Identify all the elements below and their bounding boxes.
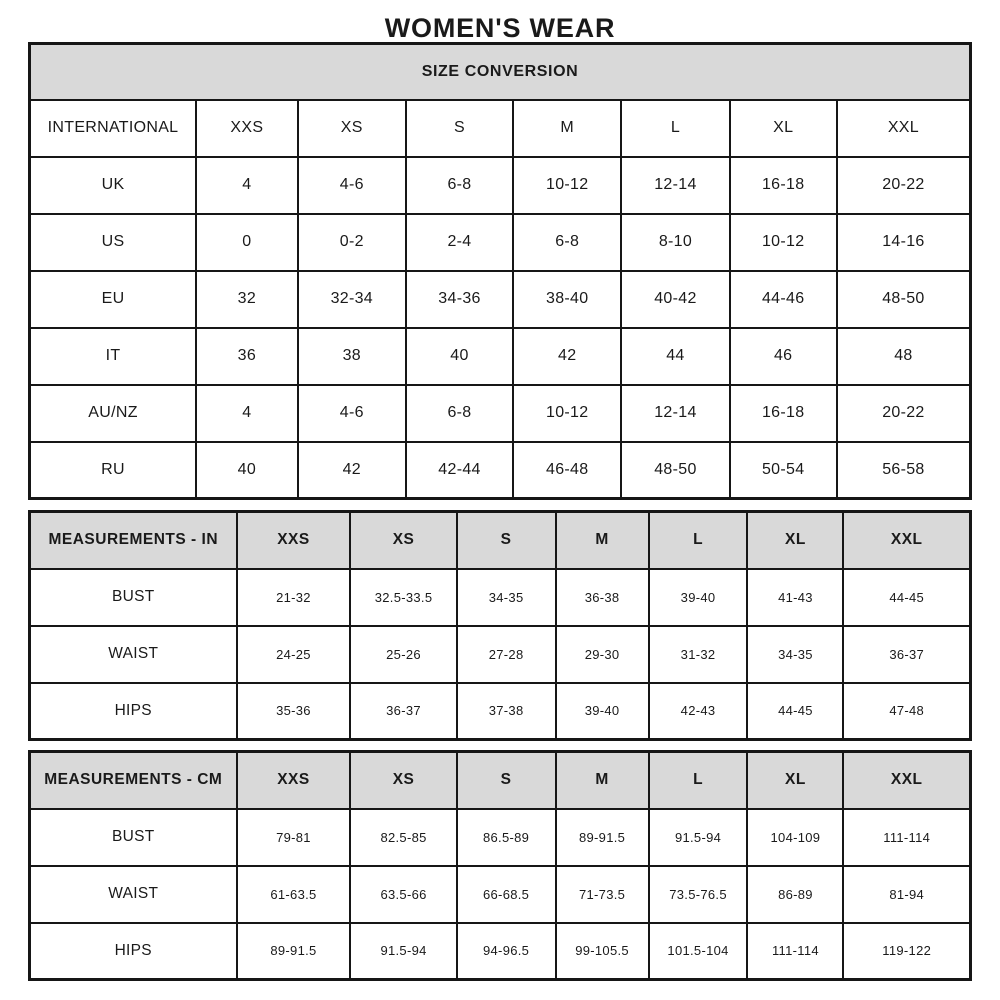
value-cell: 46 <box>730 328 837 385</box>
size-conversion-table <box>28 42 972 500</box>
value-cell: 4 <box>196 157 298 214</box>
value-cell: 36-37 <box>843 626 970 683</box>
measurements-in-table <box>28 510 972 741</box>
value-cell: 0 <box>196 214 298 271</box>
value-cell: 20-22 <box>837 157 971 214</box>
value-cell: 4-6 <box>298 385 406 442</box>
value-cell: 6-8 <box>406 385 513 442</box>
column-header: S <box>457 512 556 569</box>
value-cell: 25-26 <box>350 626 456 683</box>
column-header: S <box>457 752 556 809</box>
value-cell: 0-2 <box>298 214 406 271</box>
value-cell: 32-34 <box>298 271 406 328</box>
table-gap <box>28 741 972 750</box>
value-cell: 44-45 <box>843 569 970 626</box>
table-row <box>30 626 971 683</box>
value-cell: 119-122 <box>843 923 970 980</box>
value-cell: 44 <box>621 328 729 385</box>
column-header: M <box>513 100 621 157</box>
value-cell: 34-35 <box>457 569 556 626</box>
value-cell: 34-36 <box>406 271 513 328</box>
table-row <box>30 385 971 442</box>
value-cell: 10-12 <box>730 214 837 271</box>
column-header: XXS <box>237 512 351 569</box>
table-row <box>30 214 971 271</box>
row-label: US <box>30 214 197 271</box>
value-cell: 36-38 <box>556 569 649 626</box>
column-header: XL <box>747 512 843 569</box>
column-header: XS <box>350 512 456 569</box>
row-label: IT <box>30 328 197 385</box>
column-header: XS <box>298 100 406 157</box>
value-cell: 48-50 <box>621 442 729 499</box>
table-header-label: MEASUREMENTS - CM <box>30 752 237 809</box>
value-cell: 91.5-94 <box>649 809 748 866</box>
value-cell: 47-48 <box>843 683 970 740</box>
row-label: WAIST <box>30 626 237 683</box>
value-cell: 12-14 <box>621 157 729 214</box>
value-cell: 14-16 <box>837 214 971 271</box>
row-label: BUST <box>30 809 237 866</box>
table-row <box>30 569 971 626</box>
column-header: XXS <box>196 100 298 157</box>
table-header-label: INTERNATIONAL <box>30 100 197 157</box>
value-cell: 32 <box>196 271 298 328</box>
row-label: WAIST <box>30 866 237 923</box>
column-header: XXL <box>843 752 970 809</box>
value-cell: 42-44 <box>406 442 513 499</box>
value-cell: 71-73.5 <box>556 866 649 923</box>
value-cell: 89-91.5 <box>556 809 649 866</box>
value-cell: 44-45 <box>747 683 843 740</box>
value-cell: 82.5-85 <box>350 809 456 866</box>
value-cell: 42 <box>513 328 621 385</box>
value-cell: 21-32 <box>237 569 351 626</box>
value-cell: 37-38 <box>457 683 556 740</box>
value-cell: 10-12 <box>513 157 621 214</box>
value-cell: 38 <box>298 328 406 385</box>
value-cell: 4-6 <box>298 157 406 214</box>
column-header: XL <box>730 100 837 157</box>
column-header: XL <box>747 752 843 809</box>
value-cell: 40-42 <box>621 271 729 328</box>
value-cell: 31-32 <box>649 626 748 683</box>
value-cell: 29-30 <box>556 626 649 683</box>
value-cell: 32.5-33.5 <box>350 569 456 626</box>
value-cell: 86-89 <box>747 866 843 923</box>
value-cell: 12-14 <box>621 385 729 442</box>
value-cell: 40 <box>196 442 298 499</box>
value-cell: 8-10 <box>621 214 729 271</box>
value-cell: 39-40 <box>649 569 748 626</box>
table-row <box>30 683 971 740</box>
value-cell: 94-96.5 <box>457 923 556 980</box>
column-header: L <box>649 512 748 569</box>
column-header: XXL <box>837 100 971 157</box>
value-cell: 81-94 <box>843 866 970 923</box>
value-cell: 99-105.5 <box>556 923 649 980</box>
table-header-label: MEASUREMENTS - IN <box>30 512 237 569</box>
measurements-cm-table <box>28 750 972 981</box>
row-label: RU <box>30 442 197 499</box>
row-label: UK <box>30 157 197 214</box>
value-cell: 34-35 <box>747 626 843 683</box>
value-cell: 111-114 <box>747 923 843 980</box>
table-row <box>30 271 971 328</box>
value-cell: 6-8 <box>406 157 513 214</box>
value-cell: 20-22 <box>837 385 971 442</box>
column-header: M <box>556 752 649 809</box>
table-row <box>30 809 971 866</box>
table-gap <box>28 500 972 510</box>
table-row <box>30 923 971 980</box>
value-cell: 38-40 <box>513 271 621 328</box>
value-cell: 16-18 <box>730 385 837 442</box>
column-header: XS <box>350 752 456 809</box>
value-cell: 6-8 <box>513 214 621 271</box>
value-cell: 39-40 <box>556 683 649 740</box>
value-cell: 41-43 <box>747 569 843 626</box>
value-cell: 46-48 <box>513 442 621 499</box>
table-title: SIZE CONVERSION <box>30 44 971 100</box>
row-label: AU/NZ <box>30 385 197 442</box>
value-cell: 48 <box>837 328 971 385</box>
value-cell: 89-91.5 <box>237 923 351 980</box>
value-cell: 56-58 <box>837 442 971 499</box>
row-label: EU <box>30 271 197 328</box>
column-header: M <box>556 512 649 569</box>
value-cell: 111-114 <box>843 809 970 866</box>
value-cell: 10-12 <box>513 385 621 442</box>
value-cell: 35-36 <box>237 683 351 740</box>
value-cell: 48-50 <box>837 271 971 328</box>
column-header: XXS <box>237 752 351 809</box>
value-cell: 36-37 <box>350 683 456 740</box>
value-cell: 36 <box>196 328 298 385</box>
value-cell: 73.5-76.5 <box>649 866 748 923</box>
table-row <box>30 157 971 214</box>
value-cell: 42-43 <box>649 683 748 740</box>
value-cell: 24-25 <box>237 626 351 683</box>
value-cell: 63.5-66 <box>350 866 456 923</box>
column-header: XXL <box>843 512 970 569</box>
value-cell: 86.5-89 <box>457 809 556 866</box>
row-label: BUST <box>30 569 237 626</box>
column-header: L <box>621 100 729 157</box>
value-cell: 44-46 <box>730 271 837 328</box>
value-cell: 4 <box>196 385 298 442</box>
value-cell: 61-63.5 <box>237 866 351 923</box>
row-label: HIPS <box>30 683 237 740</box>
value-cell: 16-18 <box>730 157 837 214</box>
table-row <box>30 328 971 385</box>
table-row <box>30 866 971 923</box>
value-cell: 91.5-94 <box>350 923 456 980</box>
table-row <box>30 442 971 499</box>
value-cell: 50-54 <box>730 442 837 499</box>
page-title: WOMEN'S WEAR <box>384 13 616 43</box>
column-header: L <box>649 752 748 809</box>
column-header: S <box>406 100 513 157</box>
value-cell: 66-68.5 <box>457 866 556 923</box>
value-cell: 42 <box>298 442 406 499</box>
value-cell: 2-4 <box>406 214 513 271</box>
value-cell: 104-109 <box>747 809 843 866</box>
value-cell: 40 <box>406 328 513 385</box>
row-label: HIPS <box>30 923 237 980</box>
value-cell: 27-28 <box>457 626 556 683</box>
value-cell: 79-81 <box>237 809 351 866</box>
value-cell: 101.5-104 <box>649 923 748 980</box>
